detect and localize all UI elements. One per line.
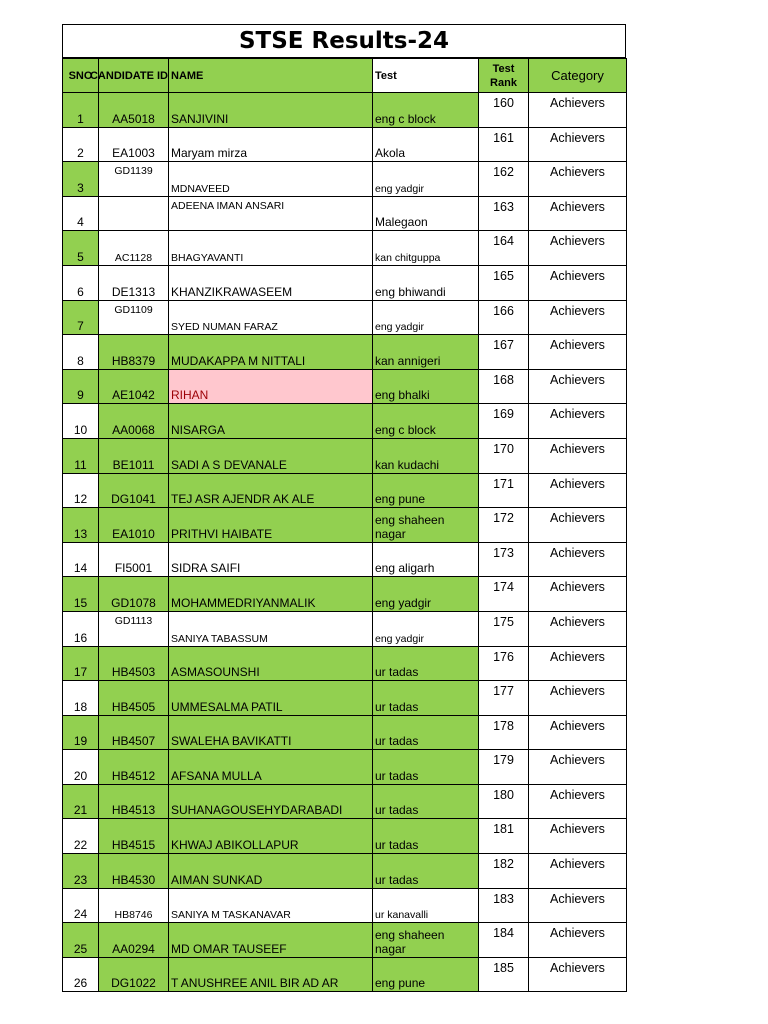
- cell-category: Achievers: [529, 162, 627, 197]
- cell-candidate-id: DG1041: [99, 473, 169, 508]
- cell-test-rank: 173: [479, 542, 529, 577]
- cell-test-rank: 181: [479, 819, 529, 854]
- cell-test: eng yadgir: [373, 300, 479, 335]
- cell-category: Achievers: [529, 715, 627, 750]
- cell-test: ur tadas: [373, 715, 479, 750]
- cell-name: KHWAJ ABIKOLLAPUR: [169, 819, 373, 854]
- cell-candidate-id: HB4505: [99, 681, 169, 716]
- cell-category: Achievers: [529, 265, 627, 300]
- cell-test: eng bhiwandi: [373, 265, 479, 300]
- cell-test-rank: 175: [479, 611, 529, 646]
- cell-test-rank: 178: [479, 715, 529, 750]
- cell-category: Achievers: [529, 750, 627, 785]
- cell-test: ur tadas: [373, 681, 479, 716]
- cell-name: SADI A S DEVANALE: [169, 438, 373, 473]
- cell-category: Achievers: [529, 854, 627, 889]
- cell-candidate-id: AA0068: [99, 404, 169, 439]
- cell-test-rank: 171: [479, 473, 529, 508]
- cell-test: eng bhalki: [373, 369, 479, 404]
- cell-category: Achievers: [529, 196, 627, 231]
- cell-candidate-id: HB8379: [99, 335, 169, 370]
- cell-category: Achievers: [529, 300, 627, 335]
- cell-sno: 4: [63, 196, 99, 231]
- cell-test-rank: 182: [479, 854, 529, 889]
- cell-test: eng yadgir: [373, 577, 479, 612]
- table-row: [63, 681, 627, 716]
- table-row: [63, 577, 627, 612]
- cell-test-rank: 164: [479, 231, 529, 266]
- cell-sno: 13: [63, 508, 99, 543]
- cell-sno: 10: [63, 404, 99, 439]
- table-row: [63, 162, 627, 197]
- cell-name: AIMAN SUNKAD: [169, 854, 373, 889]
- cell-test-rank: 162: [479, 162, 529, 197]
- cell-candidate-id: EA1010: [99, 508, 169, 543]
- table-row: [63, 750, 627, 785]
- cell-sno: 15: [63, 577, 99, 612]
- cell-test-rank: 161: [479, 127, 529, 162]
- cell-test: ur tadas: [373, 819, 479, 854]
- cell-category: Achievers: [529, 681, 627, 716]
- table-row: [63, 784, 627, 819]
- cell-sno: 12: [63, 473, 99, 508]
- cell-test-rank: 180: [479, 784, 529, 819]
- cell-sno: 24: [63, 888, 99, 923]
- cell-test: eng pune: [373, 473, 479, 508]
- cell-category: Achievers: [529, 231, 627, 266]
- cell-sno: 18: [63, 681, 99, 716]
- cell-candidate-id: HB4515: [99, 819, 169, 854]
- cell-name: SANIYA TABASSUM: [169, 611, 373, 646]
- cell-test: kan chitguppa: [373, 231, 479, 266]
- cell-name: SIDRA SAIFI: [169, 542, 373, 577]
- cell-name: SUHANAGOUSEHYDARABADI: [169, 784, 373, 819]
- header-sno: SNO: [63, 59, 99, 93]
- cell-name: AFSANA MULLA: [169, 750, 373, 785]
- table-row: [63, 646, 627, 681]
- cell-category: Achievers: [529, 127, 627, 162]
- cell-sno: 23: [63, 854, 99, 889]
- table-row: [63, 335, 627, 370]
- cell-candidate-id: GD1139: [99, 162, 169, 197]
- cell-test: eng yadgir: [373, 162, 479, 197]
- cell-sno: 1: [63, 93, 99, 128]
- cell-test-rank: 183: [479, 888, 529, 923]
- cell-test-rank: 163: [479, 196, 529, 231]
- cell-sno: 25: [63, 923, 99, 958]
- header-test-rank: Test Rank: [479, 59, 529, 93]
- cell-name: PRITHVI HAIBATE: [169, 508, 373, 543]
- cell-test: ur tadas: [373, 854, 479, 889]
- cell-category: Achievers: [529, 577, 627, 612]
- cell-test-rank: 160: [479, 93, 529, 128]
- cell-candidate-id: HB8746: [99, 888, 169, 923]
- cell-test-rank: 179: [479, 750, 529, 785]
- cell-test-rank: 176: [479, 646, 529, 681]
- cell-category: Achievers: [529, 438, 627, 473]
- table-row: [63, 438, 627, 473]
- table-row: [63, 300, 627, 335]
- table-row: [63, 93, 627, 128]
- cell-name: MD OMAR TAUSEEF: [169, 923, 373, 958]
- cell-category: Achievers: [529, 888, 627, 923]
- cell-candidate-id: DE1313: [99, 265, 169, 300]
- cell-candidate-id: AE1042: [99, 369, 169, 404]
- table-row: [63, 542, 627, 577]
- cell-sno: 5: [63, 231, 99, 266]
- cell-test: eng pune: [373, 957, 479, 992]
- cell-candidate-id: BE1011: [99, 438, 169, 473]
- cell-test-rank: 185: [479, 957, 529, 992]
- table-row: [63, 854, 627, 889]
- cell-name: SANIYA M TASKANAVAR: [169, 888, 373, 923]
- cell-test-rank: 168: [479, 369, 529, 404]
- cell-sno: 20: [63, 750, 99, 785]
- cell-sno: 14: [63, 542, 99, 577]
- cell-test: eng c block: [373, 404, 479, 439]
- sheet-title: STSE Results-24: [62, 24, 626, 58]
- cell-candidate-id: GD1078: [99, 577, 169, 612]
- cell-candidate-id: GD1113: [99, 611, 169, 646]
- cell-sno: 17: [63, 646, 99, 681]
- cell-name: SWALEHA BAVIKATTI: [169, 715, 373, 750]
- cell-test-rank: 165: [479, 265, 529, 300]
- cell-test-rank: 166: [479, 300, 529, 335]
- table-row: [63, 508, 627, 543]
- cell-candidate-id: HB4503: [99, 646, 169, 681]
- cell-test: eng shaheen nagar: [373, 508, 479, 543]
- table-row: [63, 231, 627, 266]
- cell-candidate-id: GD1109: [99, 300, 169, 335]
- cell-category: Achievers: [529, 957, 627, 992]
- cell-name: KHANZIKRAWASEEM: [169, 265, 373, 300]
- header-category: Category: [529, 59, 627, 93]
- cell-candidate-id: HB4507: [99, 715, 169, 750]
- cell-test: Akola: [373, 127, 479, 162]
- table-row: [63, 923, 627, 958]
- cell-test-rank: 184: [479, 923, 529, 958]
- cell-sno: 26: [63, 957, 99, 992]
- cell-candidate-id: HB4530: [99, 854, 169, 889]
- table-body: [63, 93, 627, 992]
- table-row: [63, 127, 627, 162]
- cell-test: ur tadas: [373, 646, 479, 681]
- cell-sno: 11: [63, 438, 99, 473]
- cell-test-rank: 169: [479, 404, 529, 439]
- cell-category: Achievers: [529, 93, 627, 128]
- cell-category: Achievers: [529, 542, 627, 577]
- cell-candidate-id: [99, 196, 169, 231]
- table-row: [63, 957, 627, 992]
- cell-test-rank: 172: [479, 508, 529, 543]
- cell-sno: 21: [63, 784, 99, 819]
- cell-test: ur tadas: [373, 750, 479, 785]
- cell-candidate-id: FI5001: [99, 542, 169, 577]
- cell-test-rank: 174: [479, 577, 529, 612]
- cell-test-rank: 177: [479, 681, 529, 716]
- cell-candidate-id: EA1003: [99, 127, 169, 162]
- cell-test: eng shaheen nagar: [373, 923, 479, 958]
- cell-sno: 2: [63, 127, 99, 162]
- results-table: [62, 58, 627, 992]
- cell-name: MOHAMMEDRIYANMALIK: [169, 577, 373, 612]
- results-sheet: [62, 24, 626, 992]
- cell-name: SANJIVINI: [169, 93, 373, 128]
- cell-name: MDNAVEED: [169, 162, 373, 197]
- table-row: [63, 196, 627, 231]
- cell-sno: 19: [63, 715, 99, 750]
- cell-sno: 22: [63, 819, 99, 854]
- table-row: [63, 819, 627, 854]
- cell-category: Achievers: [529, 611, 627, 646]
- cell-test: eng c block: [373, 93, 479, 128]
- table-row: [63, 369, 627, 404]
- cell-category: Achievers: [529, 335, 627, 370]
- cell-test: kan annigeri: [373, 335, 479, 370]
- cell-sno: 8: [63, 335, 99, 370]
- cell-name: TEJ ASR AJENDR AK ALE: [169, 473, 373, 508]
- cell-test: Malegaon: [373, 196, 479, 231]
- table-header-row: [63, 59, 627, 93]
- cell-name: RIHAN: [169, 369, 373, 404]
- cell-category: Achievers: [529, 646, 627, 681]
- table-row: [63, 888, 627, 923]
- cell-candidate-id: DG1022: [99, 957, 169, 992]
- cell-category: Achievers: [529, 369, 627, 404]
- cell-name: ADEENA IMAN ANSARI: [169, 196, 373, 231]
- cell-test: eng aligarh: [373, 542, 479, 577]
- cell-test: ur kanavalli: [373, 888, 479, 923]
- cell-candidate-id: AA5018: [99, 93, 169, 128]
- cell-name: ASMASOUNSHI: [169, 646, 373, 681]
- cell-sno: 16: [63, 611, 99, 646]
- cell-test: eng yadgir: [373, 611, 479, 646]
- cell-candidate-id: HB4512: [99, 750, 169, 785]
- cell-category: Achievers: [529, 508, 627, 543]
- cell-sno: 6: [63, 265, 99, 300]
- cell-test-rank: 170: [479, 438, 529, 473]
- cell-candidate-id: HB4513: [99, 784, 169, 819]
- header-test: Test: [373, 59, 479, 93]
- cell-category: Achievers: [529, 404, 627, 439]
- cell-sno: 9: [63, 369, 99, 404]
- cell-category: Achievers: [529, 784, 627, 819]
- cell-name: MUDAKAPPA M NITTALI: [169, 335, 373, 370]
- table-row: [63, 715, 627, 750]
- table-row: [63, 611, 627, 646]
- cell-test-rank: 167: [479, 335, 529, 370]
- header-name: NAME: [169, 59, 373, 93]
- cell-name: T ANUSHREE ANIL BIR AD AR: [169, 957, 373, 992]
- cell-category: Achievers: [529, 923, 627, 958]
- cell-sno: 3: [63, 162, 99, 197]
- table-row: [63, 265, 627, 300]
- cell-name: SYED NUMAN FARAZ: [169, 300, 373, 335]
- table-row: [63, 404, 627, 439]
- cell-name: NISARGA: [169, 404, 373, 439]
- cell-name: Maryam mirza: [169, 127, 373, 162]
- cell-category: Achievers: [529, 473, 627, 508]
- table-row: [63, 473, 627, 508]
- cell-name: UMMESALMA PATIL: [169, 681, 373, 716]
- cell-candidate-id: AC1128: [99, 231, 169, 266]
- cell-category: Achievers: [529, 819, 627, 854]
- cell-test: kan kudachi: [373, 438, 479, 473]
- cell-sno: 7: [63, 300, 99, 335]
- cell-test: ur tadas: [373, 784, 479, 819]
- cell-candidate-id: AA0294: [99, 923, 169, 958]
- header-candidate-id: CANDIDATE ID: [99, 59, 169, 93]
- cell-name: BHAGYAVANTI: [169, 231, 373, 266]
